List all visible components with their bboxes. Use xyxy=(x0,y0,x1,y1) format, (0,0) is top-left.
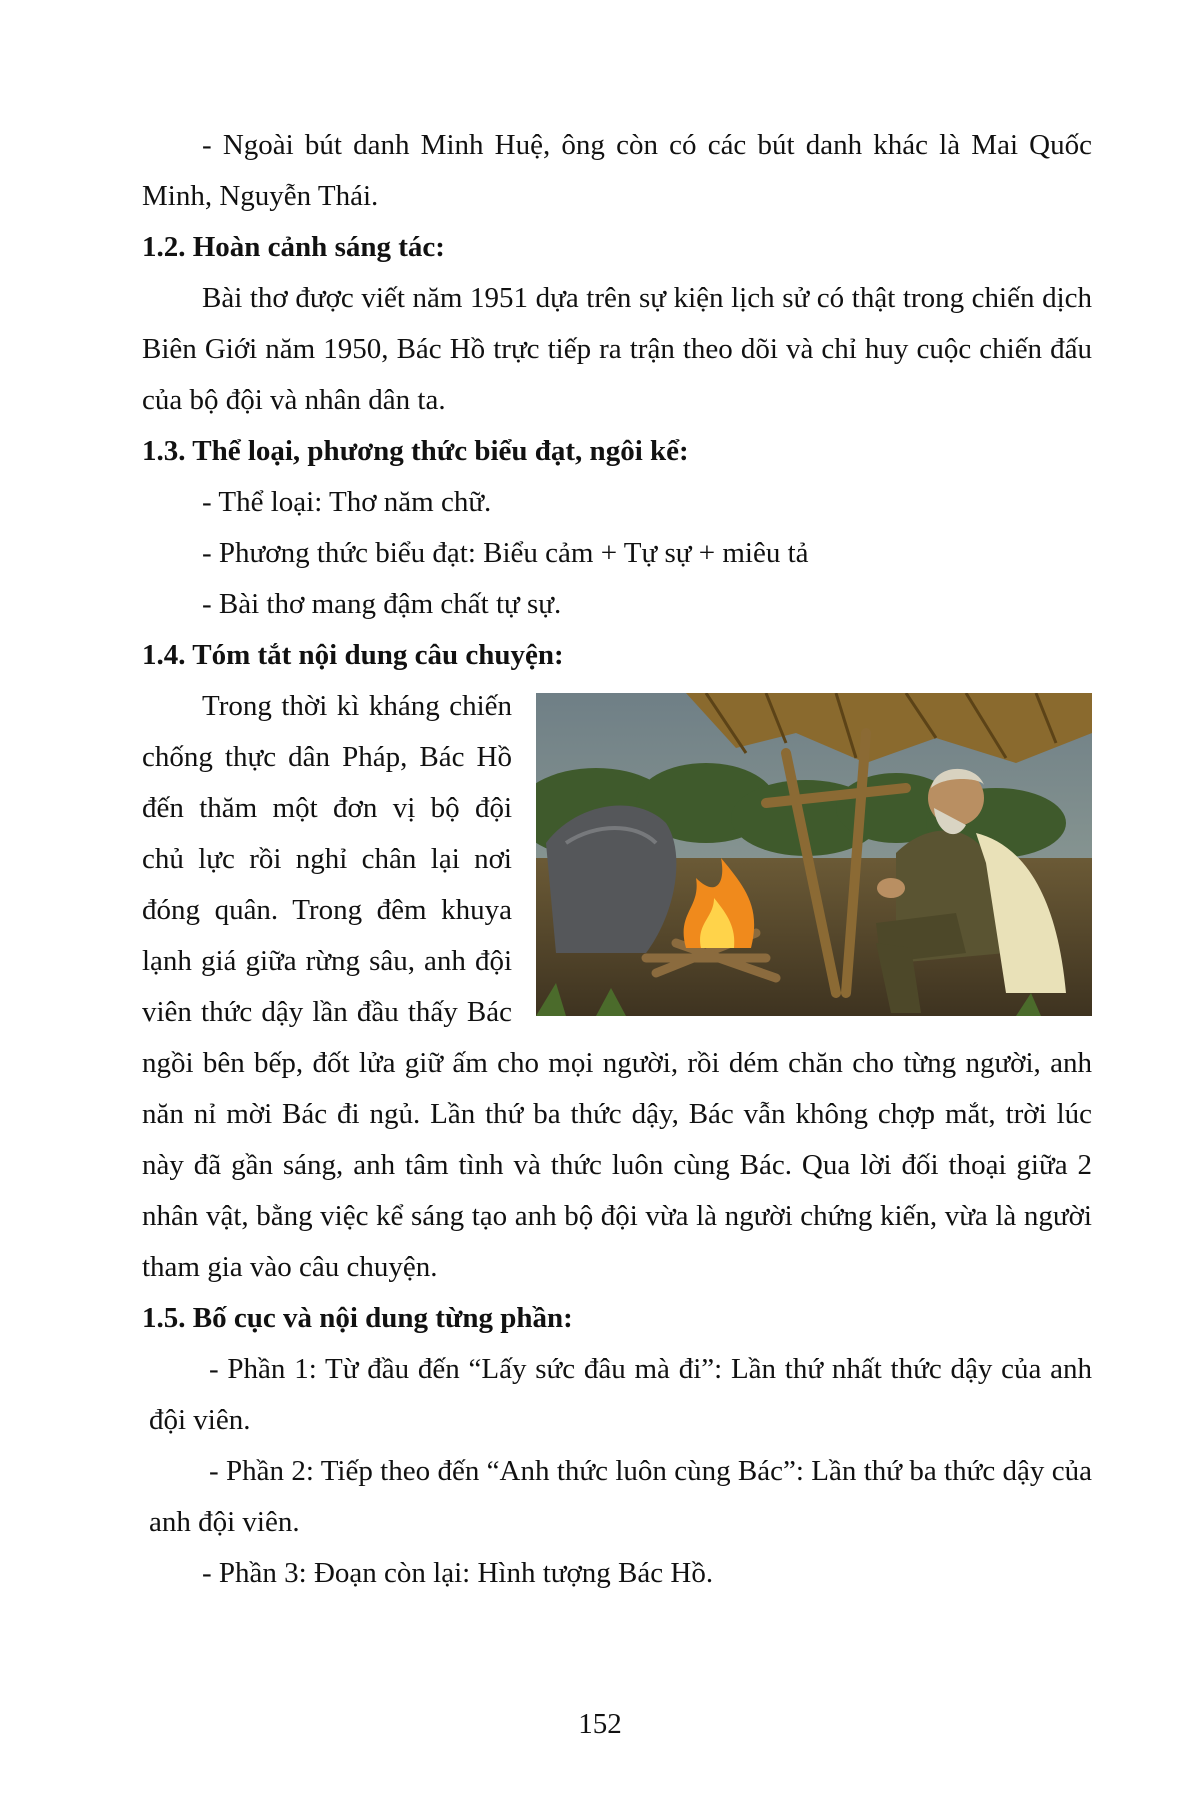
section-1-4-heading: 1.4. Tóm tắt nội dung câu chuyện: xyxy=(142,639,564,671)
part-1-item: - Phần 1: Từ đầu đến “Lấy sức đâu mà đi”: Lần thứ nhất thức dậy của anh đội viên. xyxy=(149,1353,1092,1436)
section-1-2-heading: 1.2. Hoàn cảnh sáng tác: xyxy=(142,231,445,263)
page-body xyxy=(142,120,1092,1599)
section-1-5-heading: 1.5. Bố cục và nội dung từng phần: xyxy=(142,1302,573,1334)
part-2-item: - Phần 2: Tiếp theo đến “Anh thức luôn cùng Bác”: Lần thứ ba thức dậy của anh đội viên. xyxy=(149,1455,1092,1538)
intro-paragraph: - Ngoài bút danh Minh Huệ, ông còn có các bút danh khác là Mai Quốc Minh, Nguyễn Thái. xyxy=(142,129,1092,212)
section-1-3-heading: 1.3. Thể loại, phương thức biểu đạt, ngôi kể: xyxy=(142,435,689,467)
section-1-2-paragraph: Bài thơ được viết năm 1951 dựa trên sự kiện lịch sử có thật trong chiến dịch Biên Giới năm 1950, Bác Hồ trực tiếp ra trận theo dõi và chỉ huy cuộc chiến đấu của bộ đội và nhân dân ta. xyxy=(142,282,1092,416)
summary-paragraph: Trong thời kì kháng chiến chống thực dân Pháp, Bác Hồ đến thăm một đơn vị bộ đội chủ lực rồi nghỉ chân lại nơi đóng quân. Trong đêm khuya lạnh giá giữa rừng sâu, anh đội viên thức dậy lần đầu thấy Bác ngồi bên bếp, đốt lửa giữ ấm cho mọi người, rồi dém chăn cho từng người, anh năn nỉ mời Bác đi ngủ. Lần thứ ba thức dậy, Bác vẫn không chợp mắt, trời lúc này đã gần sáng, anh tâm tình và thức luôn cùng Bác. Qua lời đối thoại giữa 2 nhân vật, bằng việc kể sáng tạo anh bộ đội vừa là người chứng kiến, vừa là người tham gia vào câu chuyện. xyxy=(142,690,1092,1283)
narrative-item: - Bài thơ mang đậm chất tự sự. xyxy=(202,588,562,620)
page-number: 152 xyxy=(578,1708,622,1740)
part-3-item: - Phần 3: Đoạn còn lại: Hình tượng Bác Hồ. xyxy=(202,1557,714,1589)
genre-item: - Thể loại: Thơ năm chữ. xyxy=(202,486,492,518)
expression-mode-item: - Phương thức biểu đạt: Biểu cảm + Tự sự + miêu tả xyxy=(202,537,809,569)
summary-block xyxy=(142,681,1092,1293)
campfire-illustration xyxy=(536,693,1092,1016)
